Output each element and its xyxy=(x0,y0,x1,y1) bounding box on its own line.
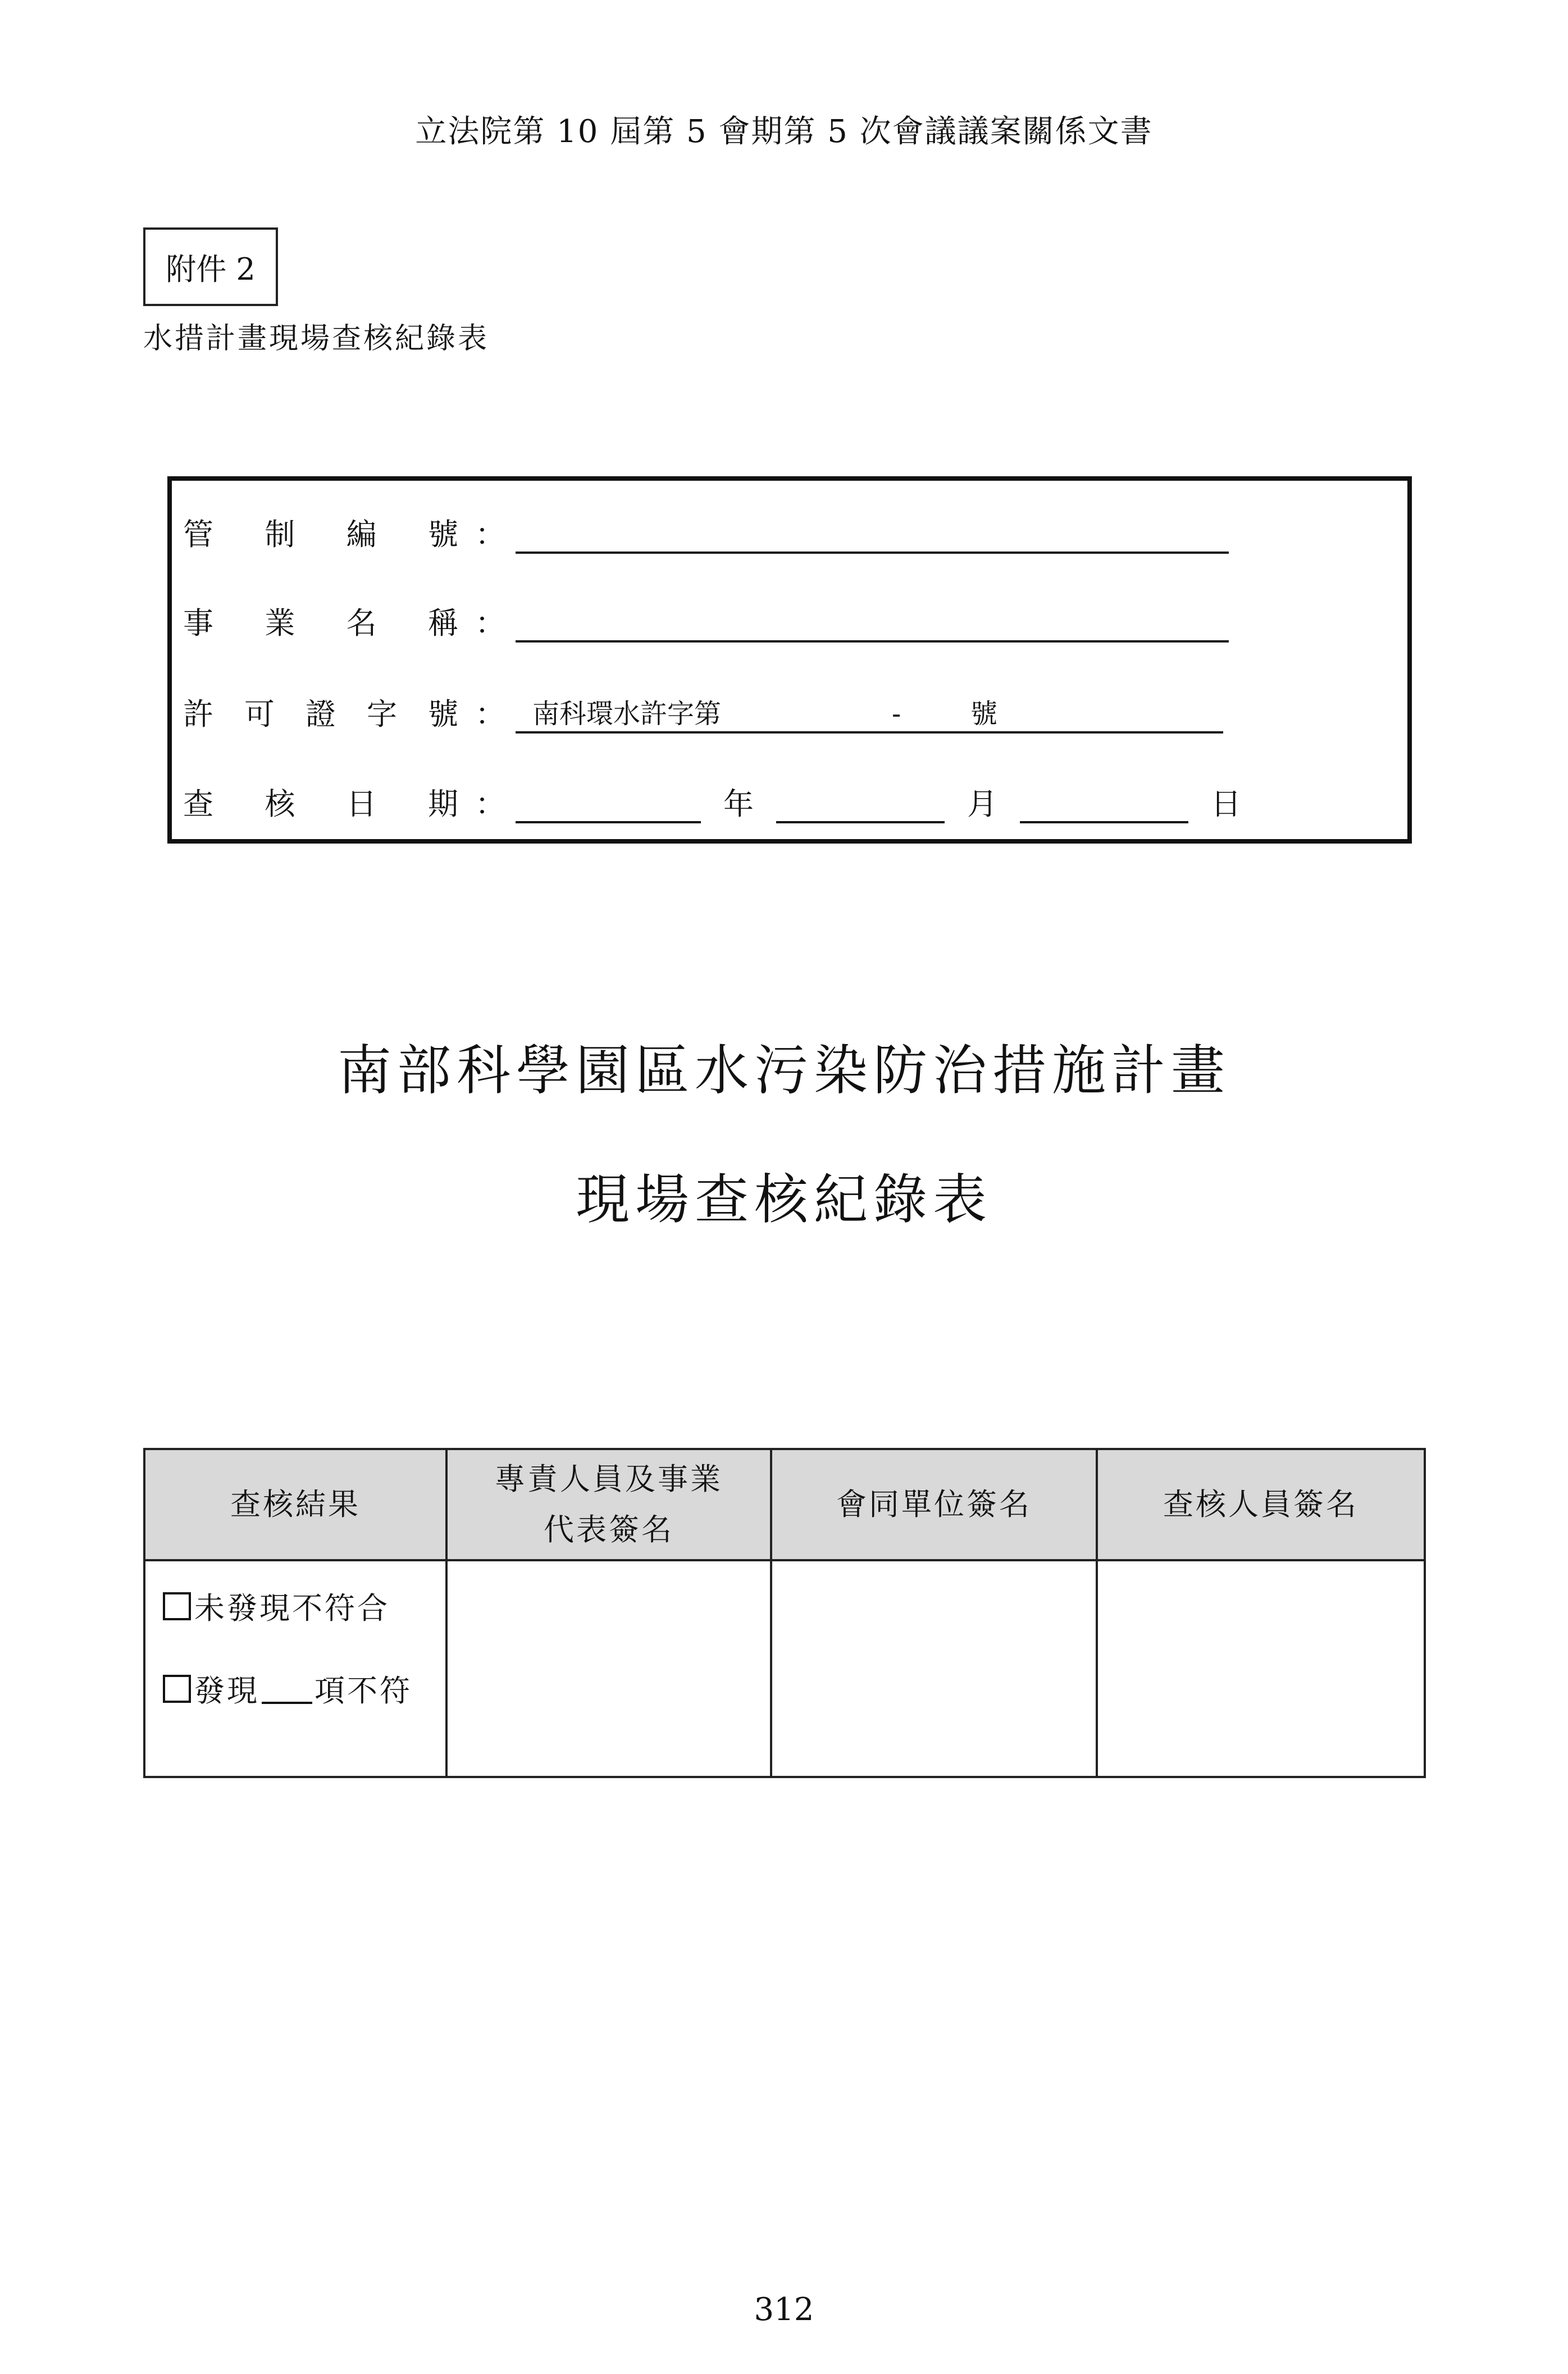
option-found: 發現 項不符 xyxy=(163,1667,445,1710)
permit-number-label: 許 可 證 字 號 xyxy=(183,696,458,732)
no-violation-checkbox[interactable] xyxy=(163,1592,191,1620)
header-inspector: 查核人員簽名 xyxy=(1097,1449,1425,1560)
year-unit: 年 xyxy=(723,786,754,822)
violation-count-field[interactable] xyxy=(262,1674,312,1704)
day-unit: 日 xyxy=(1211,786,1241,822)
control-number-label: 管 制 編 號 xyxy=(183,517,458,552)
permit-number-row xyxy=(183,683,1223,733)
header-result: 查核結果 xyxy=(144,1449,446,1560)
attachment-subtitle: 水措計畫現場查核紀錄表 xyxy=(143,322,490,356)
table-header-row xyxy=(144,1449,1425,1560)
colon: ： xyxy=(475,786,505,822)
year-field[interactable] xyxy=(516,784,701,823)
header-representative: 專責人員及事業 代表簽名 xyxy=(446,1449,771,1560)
header-joint-unit: 會同單位簽名 xyxy=(771,1449,1097,1560)
representative-signature-cell[interactable] xyxy=(446,1560,771,1777)
inspection-date-label: 查 核 日 期 xyxy=(183,786,458,822)
day-field[interactable] xyxy=(1020,784,1188,823)
business-name-row xyxy=(183,592,1229,643)
main-title-line2: 現場查核紀錄表 xyxy=(576,1168,992,1231)
option-no-violation: 未發現不符合 xyxy=(163,1584,445,1628)
page-number: 312 xyxy=(754,2291,814,2328)
control-number-row xyxy=(183,503,1229,554)
colon: ： xyxy=(475,696,505,732)
colon: ： xyxy=(475,517,505,552)
permit-prefix: 南科環水許字第 xyxy=(532,698,722,730)
joint-unit-signature-cell[interactable] xyxy=(771,1560,1097,1777)
month-field[interactable] xyxy=(776,784,945,823)
business-name-field[interactable] xyxy=(516,603,1229,643)
permit-suffix: 號 xyxy=(970,698,998,730)
permit-number-field[interactable] xyxy=(516,694,1223,733)
found-checkbox[interactable] xyxy=(163,1675,191,1703)
attachment-label: 附件 2 xyxy=(143,227,278,306)
info-box xyxy=(167,476,1412,844)
main-title-line1: 南部科學園區水污染防治措施計畫 xyxy=(338,1039,1230,1102)
month-unit: 月 xyxy=(967,786,997,822)
result-cell xyxy=(144,1560,446,1777)
signature-table xyxy=(143,1448,1426,1778)
permit-dash: - xyxy=(892,698,901,730)
inspector-signature-cell[interactable] xyxy=(1097,1560,1425,1777)
inspection-date-row xyxy=(183,773,1264,823)
colon: ： xyxy=(475,605,505,641)
business-name-label: 事 業 名 稱 xyxy=(183,605,458,641)
table-row xyxy=(144,1560,1425,1777)
control-number-field[interactable] xyxy=(516,514,1229,554)
document-header: 立法院第 10 屆第 5 會期第 5 次會議議案關係文書 xyxy=(415,113,1153,150)
